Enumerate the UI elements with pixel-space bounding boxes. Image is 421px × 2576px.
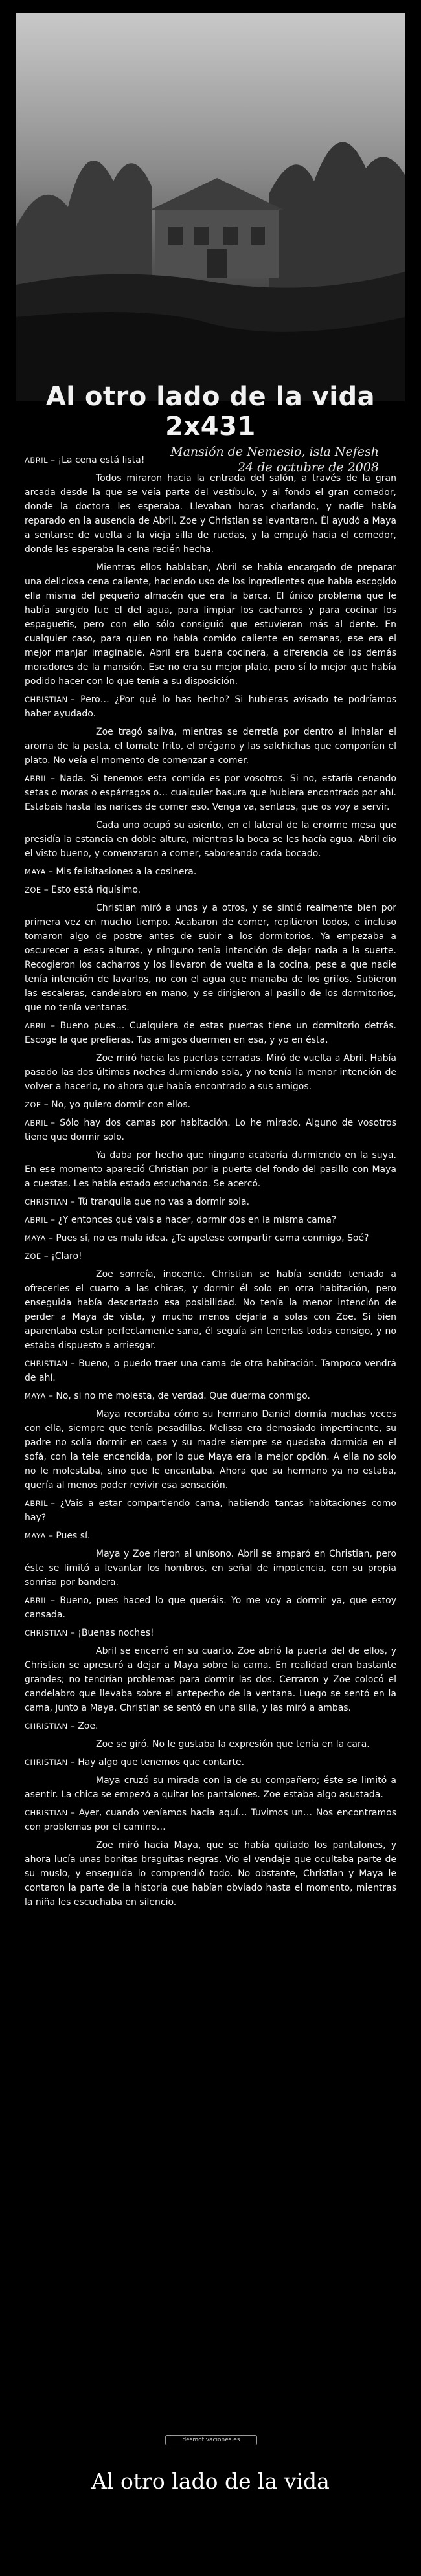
speaker-name: CHRISTIAN bbox=[25, 1758, 68, 1767]
paragraph-text: – Nada. Si tenemos esta comida es por vosotros. Si no, estaría cenando setas o moras o espárragos o… cualquier basura que hubiera encontrado por ahí. Estabais hasta las narices de comer eso. Venga va, sentaos, que os voy a servir. bbox=[25, 773, 396, 812]
speaker-name: MAYA bbox=[25, 867, 46, 876]
paragraph-text: Zoe tragó saliva, mientras se derretía por dentro al inhalar el aroma de la pasta, el tomate frito, el orégano y las salchichas que componían el plato. No veía el momento de comenzar a comer. bbox=[25, 727, 396, 766]
paragraph-text: – ¿Y entonces qué vais a hacer, dormir dos en la misma cama? bbox=[51, 1215, 337, 1225]
speaker-name: ZOE bbox=[25, 1100, 41, 1109]
paragraph-text: Maya cruzó su mirada con la de su compañero; éste se limitó a asentir. La chica se empezó a quitar los pantalones. Zoe estaba algo asustada. bbox=[25, 1775, 396, 1800]
forest-mansion-photo bbox=[16, 13, 405, 401]
location-subtitle: Mansión de Nemesio, isla Nefesh bbox=[170, 445, 379, 459]
paragraph-text: – ¿Vais a estar compartiendo cama, habiendo tantas habitaciones como hay? bbox=[25, 1498, 396, 1523]
dialogue-line bbox=[25, 453, 396, 467]
narration-paragraph bbox=[25, 1737, 396, 1751]
dialogue-line bbox=[25, 1213, 396, 1227]
dialogue-line bbox=[25, 1626, 396, 1640]
paragraph-text: – No, si no me molesta, de verdad. Que duerma conmigo. bbox=[48, 1391, 310, 1401]
speaker-name: MAYA bbox=[25, 1234, 46, 1243]
paragraph-text: Ya daba por hecho que ninguno acabaría durmiendo en la suya. En ese momento apareció Christian por la puerta del fondo del pasillo con Maya a cuestas. Les había estado escuchando. Se acercó. bbox=[25, 1150, 396, 1189]
narration-paragraph bbox=[25, 1051, 396, 1094]
narration-paragraph bbox=[25, 901, 396, 1015]
narration-paragraph bbox=[25, 1547, 396, 1590]
dialogue-line bbox=[25, 1593, 396, 1622]
speaker-name: ABRIL bbox=[25, 1596, 49, 1605]
paragraph-text: – ¡La cena está lista! bbox=[51, 455, 145, 465]
dialogue-line bbox=[25, 865, 396, 879]
dialogue-line bbox=[25, 1098, 396, 1112]
narration-paragraph bbox=[25, 1838, 396, 1909]
paragraph-text: – Hay algo que tenemos que contarte. bbox=[70, 1757, 245, 1768]
paragraph-text: Zoe sonreía, inocente. Christian se había sentido tentado a ofrecerles el cuarto a las chicas, y dormir él solo en otra habitación, pero enseguida había descartado esa posibilidad. No tenía la menor intención de perder a Maya de vista, y mucho menos dejarla a solas con Zoe. Si bien aparentaba estar perfectamente sana, él seguía sin tenerlas todas consigo, y no estaba dispuesto a arriesgar. bbox=[25, 1269, 396, 1351]
narration-paragraph bbox=[25, 1407, 396, 1493]
paragraph-text: – Esto está riquísimo. bbox=[43, 885, 141, 895]
paragraph-text: – Zoe. bbox=[70, 1721, 98, 1731]
paragraph-text: – Bueno, pues haced lo que queráis. Yo me voy a dormir ya, que estoy cansada. bbox=[25, 1595, 396, 1620]
story-text bbox=[25, 453, 396, 1913]
dialogue-line bbox=[25, 1806, 396, 1834]
speaker-name: ABRIL bbox=[25, 1118, 49, 1127]
narration-paragraph bbox=[25, 725, 396, 768]
site-watermark: desmotivaciones.es bbox=[165, 2435, 257, 2445]
misty-forest-illustration bbox=[16, 13, 405, 401]
speaker-name: ABRIL bbox=[25, 1021, 49, 1030]
story-title: Al otro lado de la vida 2x431 bbox=[45, 382, 376, 441]
dialogue-line bbox=[25, 883, 396, 897]
speaker-name: CHRISTIAN bbox=[25, 1808, 68, 1817]
paragraph-text: – Pero… ¿Por qué lo has hecho? Si hubieras avisado te podríamos haber ayudado. bbox=[25, 694, 396, 719]
dialogue-line bbox=[25, 1195, 396, 1209]
date-subtitle: 24 de octubre de 2008 bbox=[238, 460, 379, 474]
dialogue-line bbox=[25, 1529, 396, 1543]
paragraph-text: Maya y Zoe rieron al unísono. Abril se amparó en Christian, pero éste se limitó a levantar los hombros, en señal de impotencia, con su propia sonrisa por bandera. bbox=[25, 1549, 396, 1588]
speaker-name: CHRISTIAN bbox=[25, 1722, 68, 1731]
paragraph-text: Maya recordaba cómo su hermano Daniel dormía muchas veces con ella, siempre que tenía pesadillas. Melissa era demasiado impertinente, su padre no solía dormir en casa y su madre siempre se quedaba dormida en el sofá, con la tele encendida, por lo que Maya era la mejor opción. A ella no solo no le molestaba, sino que le encantaba. Ahora que su hermano ya no estaba, quería al menos poder revivir esa sensación. bbox=[25, 1409, 396, 1491]
paragraph-text: Cada uno ocupó su asiento, en el lateral de la enorme mesa que presidía la estancia en doble altura, mientras la boca se les hacía agua. Abril dio el visto bueno, y comenzaron a comer, saboreando cada bocado. bbox=[25, 820, 396, 859]
speaker-name: CHRISTIAN bbox=[25, 1628, 68, 1638]
paragraph-text: – Ayer, cuando veníamos hacia aquí… Tuvimos un… Nos encontramos con problemas por el camino… bbox=[25, 1808, 396, 1832]
speaker-name: CHRISTIAN bbox=[25, 1359, 68, 1368]
speaker-name: ABRIL bbox=[25, 1216, 49, 1225]
paragraph-text: – Pues sí. bbox=[48, 1531, 91, 1541]
dialogue-line bbox=[25, 1496, 396, 1525]
poster-caption: Al otro lado de la vida bbox=[91, 2469, 330, 2494]
narration-paragraph bbox=[25, 561, 396, 689]
speaker-name: MAYA bbox=[25, 1531, 46, 1540]
paragraph-text: – ¡Buenas noches! bbox=[70, 1628, 154, 1638]
paragraph-text: Zoe miró hacia las puertas cerradas. Miró de vuelta a Abril. Había pasado las dos últimas noches durmiendo sola, y no tenía la menor intención de volver a hacerlo, no ahora que había encontrado a sus amigos. bbox=[25, 1053, 396, 1092]
speaker-name: ABRIL bbox=[25, 456, 49, 465]
paragraph-text: Todos miraron hacia la entrada del salón, a través de la gran arcada desde la que se veía parte del vestíbulo, y al fondo el gran comedor, donde la doctora les esperaba. Llevaban horas charlando, y nadie había reparado en la ausencia de Abril. Zoe y Christian se levantaron. Él ayudó a Maya a sentarse de vuelta a la vieja silla de ruedas, y la empujó hacia el comedor, donde les esperaba la cena recién hecha. bbox=[25, 473, 396, 555]
dialogue-line bbox=[25, 1719, 396, 1733]
paragraph-text: – ¡Claro! bbox=[43, 1251, 82, 1261]
speaker-name: CHRISTIAN bbox=[25, 1197, 68, 1206]
paragraph-text: – Bueno pues… Cualquiera de estas puertas tiene un dormitorio detrás. Escoge la que prefieras. Tus amigos duermen en esa, y yo en ésta. bbox=[25, 1021, 396, 1045]
speaker-name: ABRIL bbox=[25, 774, 49, 783]
dialogue-line bbox=[25, 1357, 396, 1385]
narration-paragraph bbox=[25, 1148, 396, 1191]
paragraph-text: Mientras ellos hablaban, Abril se había encargado de preparar una deliciosa cena caliente, haciendo uso de los ingredientes que había escogido ella misma del pequeño almacén que era la barca. El único problema que le había surgido fue el del agua, para limpiar los cacharros y para cocinar los espaguetis, pero con ello sólo consiguió que estuvieran más al dente. En cualquier caso, para quien no había comido caliente en semanas, ese era el mejor manjar imaginable. Abril era buena cocinera, a diferencia de los demás moradores de la mansión. Ese no era su mejor plato, pero sí lo mejor que había podido hacer con lo que tenía a su disposición. bbox=[25, 562, 396, 687]
narration-paragraph bbox=[25, 471, 396, 557]
dialogue-line bbox=[25, 772, 396, 814]
speaker-name: ZOE bbox=[25, 1252, 41, 1261]
speaker-name: CHRISTIAN bbox=[25, 695, 68, 704]
narration-paragraph bbox=[25, 1644, 396, 1715]
narration-paragraph bbox=[25, 818, 396, 861]
dialogue-line bbox=[25, 1249, 396, 1263]
paragraph-text: – Mis felisitasiones a la cosinera. bbox=[48, 867, 197, 877]
speaker-name: ABRIL bbox=[25, 1499, 49, 1508]
dialogue-line bbox=[25, 1019, 396, 1047]
paragraph-text: – Bueno, o puedo traer una cama de otra habitación. Tampoco vendrá de ahí. bbox=[25, 1359, 396, 1383]
dialogue-line bbox=[25, 1755, 396, 1770]
paragraph-text: – Tú tranquila que no vas a dormir sola. bbox=[70, 1197, 250, 1207]
narration-paragraph bbox=[25, 1267, 396, 1353]
paragraph-text: – Sólo hay dos camas por habitación. Lo he mirado. Alguno de vosotros tiene que dormir solo. bbox=[25, 1118, 396, 1142]
dialogue-line bbox=[25, 1231, 396, 1245]
paragraph-text: Zoe se giró. No le gustaba la expresión que tenía en la cara. bbox=[96, 1739, 370, 1749]
narration-paragraph bbox=[25, 1773, 396, 1802]
dialogue-line bbox=[25, 1389, 396, 1403]
paragraph-text: – Pues sí, no es mala idea. ¿Te apetese compartir cama conmigo, Soé? bbox=[48, 1233, 369, 1243]
paragraph-text: Zoe miró hacia Maya, que se había quitado los pantalones, y ahora lucía unas bonitas braguitas negras. Vio el vendaje que ocultaba parte de su muslo, y enseguida lo comprendió todo. No obstante, Christian y Maya le contaron la parte de la historia que habían obviado hasta el momento, mientras la niña les escuchaba en silencio. bbox=[25, 1840, 396, 1907]
speaker-name: MAYA bbox=[25, 1392, 46, 1401]
speaker-name: ZOE bbox=[25, 885, 41, 894]
paragraph-text: Abril se encerró en su cuarto. Zoe abrió la puerta del de ellos, y Christian se apresuró a dejar a Maya sobre la cama. En realidad eran bastante grandes; no tendrían problemas para dormir las dos. Cerraron y Zoe colocó el candelabro que llevaba sobre el antepecho de la ventana. Luego se sentó en la cama, junto a Maya. Christian se sentó en una silla, y las miró a ambas. bbox=[25, 1646, 396, 1713]
dialogue-line bbox=[25, 693, 396, 721]
paragraph-text: Christian miró a unos y a otros, y se sintió realmente bien por primera vez en mucho tiempo. Acabaron de comer, repitieron todos, e incluso tomaron algo de postre antes de subir a los dormitorios. Ya empezaba a oscurecer a esas alturas, y ninguno tenía intención de dejar nada a la suerte. Recogieron los cacharros y los llevaron de vuelta a la cocina, pese a que nadie tenía intención de lavarlos, no con el agua que manaba de los grifos. Subieron las escaleras, candelabro en mano, y se dirigieron al pasillo de los dormitorios, que no tenía ventanas. bbox=[25, 903, 396, 1013]
paragraph-text: – No, yo quiero dormir con ellos. bbox=[43, 1100, 191, 1110]
dialogue-line bbox=[25, 1116, 396, 1144]
